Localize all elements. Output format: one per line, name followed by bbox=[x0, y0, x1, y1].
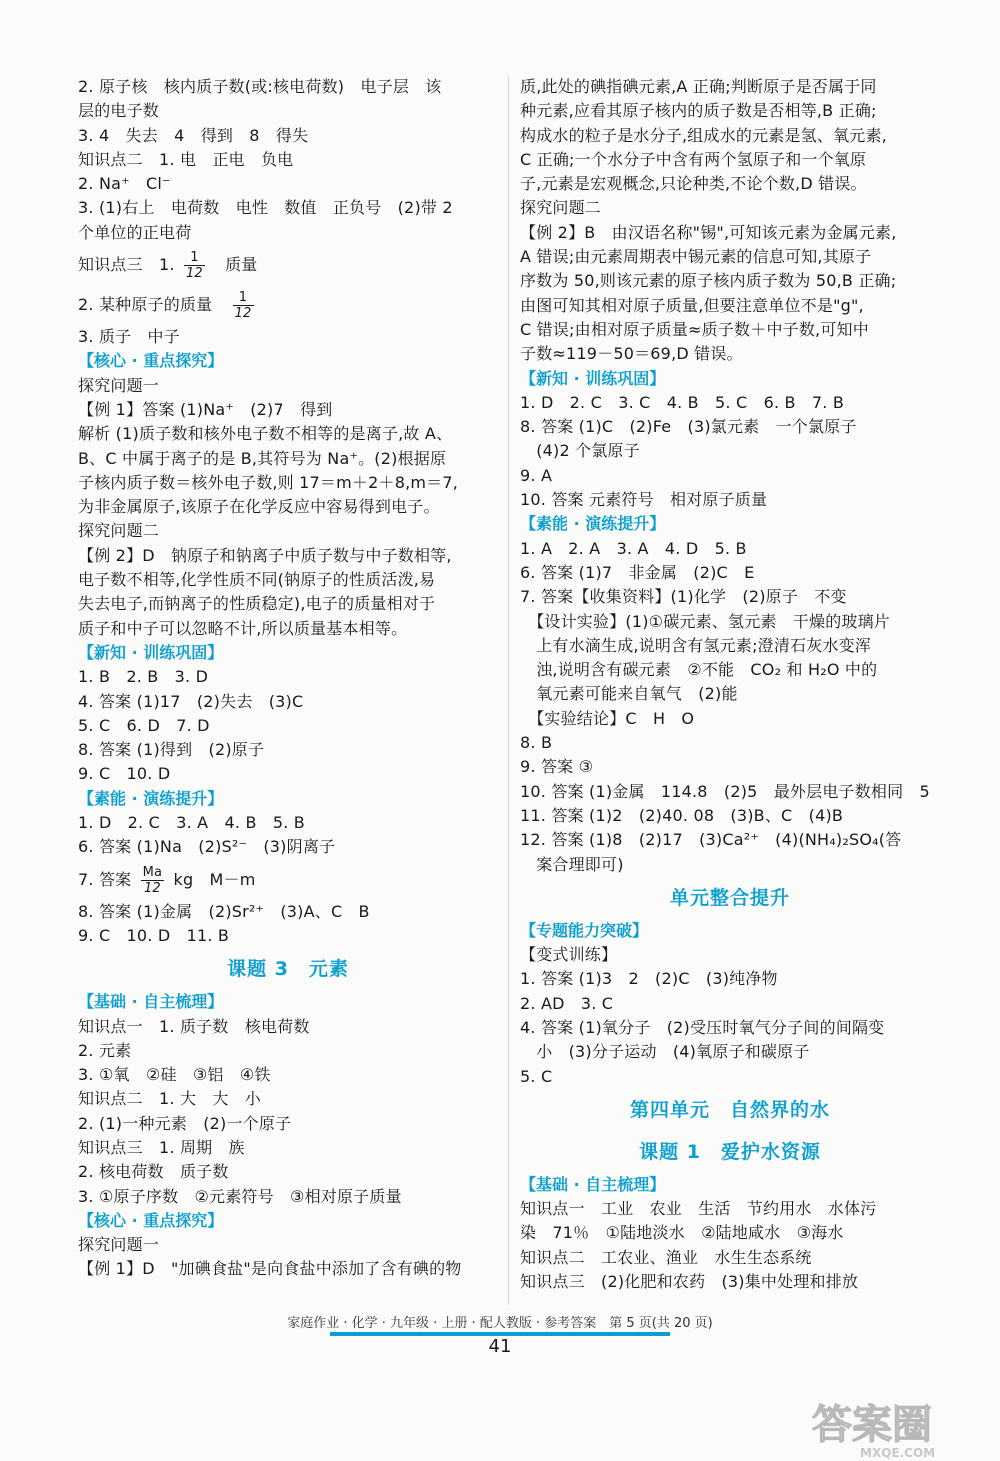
answer-line: 9. 答案 ③ bbox=[520, 757, 594, 777]
section-title: 单元整合提升 bbox=[669, 886, 790, 909]
section-heading: 【核心 · 重点探究】 bbox=[78, 351, 224, 371]
answer-line: 【设计实验】(1)①碳元素、氢元素 干燥的玻璃片 bbox=[520, 611, 891, 631]
section-heading: 【新知 · 训练巩固】 bbox=[520, 368, 666, 388]
answer-line-fraction bbox=[78, 285, 498, 325]
answer-line: 【例 1】答案 (1)Na⁺ (2)7 得到 bbox=[78, 399, 333, 419]
answer-line: 12. 答案 (1)8 (2)17 (3)Ca²⁺ (4)(NH₄)₂SO₄(答 bbox=[520, 830, 902, 850]
answer-line: 探究问题二 bbox=[520, 198, 602, 218]
answer-line: 种元素,应看其原子核内的质子数是否相等,B 正确; bbox=[520, 101, 877, 121]
answer-line: 9. A bbox=[520, 465, 553, 485]
answer-line: 上有水滴生成,说明含有氢元素;澄清石灰水变浑 bbox=[520, 635, 872, 655]
answer-line: 1. D 2. C 3. A 4. B 5. B bbox=[78, 813, 305, 833]
answer-line: 子数≈119－50＝69,D 错误。 bbox=[520, 344, 743, 364]
answer-line: 3. 质子 中子 bbox=[78, 327, 180, 347]
answer-line: 9. C 10. D bbox=[78, 764, 171, 784]
fraction-suffix: 质量 bbox=[208, 255, 258, 275]
page-number: 41 bbox=[488, 1336, 512, 1357]
answer-line: 电子数不相等,化学性质不同(钠原子的性质活泼,易 bbox=[78, 570, 436, 590]
answer-line: 【例 2】D 钠原子和钠离子中质子数与中子数相等, bbox=[78, 545, 452, 565]
section-heading: 【新知 · 训练巩固】 bbox=[78, 642, 224, 662]
answer-line: 【例 1】D "加碘食盐"是向食盐中添加了含有碘的物 bbox=[78, 1259, 462, 1279]
answer-line: 2. AD 3. C bbox=[520, 993, 614, 1013]
answer-line: C 错误;由相对原子质量≈质子数＋中子数,可知中 bbox=[520, 319, 869, 339]
answer-line: 探究问题一 bbox=[78, 1235, 160, 1255]
answer-line: 子,元素是宏观概念,只论种类,不论个数,D 错误。 bbox=[520, 174, 867, 194]
answer-line: 由图可知其相对原子质量,但要注意单位不是"g", bbox=[520, 295, 864, 315]
answer-line: 氧元素可能来自氧气 (2)能 bbox=[520, 684, 738, 704]
fraction-suffix: kg M－m bbox=[168, 869, 256, 889]
answer-line: 2. 核电荷数 质子数 bbox=[78, 1162, 229, 1182]
fraction-numerator: 1 bbox=[233, 290, 254, 306]
answer-line: 1. A 2. A 3. A 4. D 5. B bbox=[520, 538, 747, 558]
fraction bbox=[141, 865, 165, 896]
answer-line: 5. C 6. D 7. D bbox=[78, 715, 210, 735]
section-heading: 【核心 · 重点探究】 bbox=[78, 1210, 224, 1230]
page-footer: 家庭作业 · 化学 · 九年级 · 上册 · 配人教版 · 参考答案 第 5 页(共 20 页) bbox=[287, 1316, 713, 1331]
answer-line: 浊,说明含有碳元素 ②不能 CO₂ 和 H₂O 中的 bbox=[520, 660, 878, 680]
answer-line: 个单位的正电荷 bbox=[78, 222, 192, 242]
section-heading: 【基础 · 自主梳理】 bbox=[78, 992, 224, 1012]
fraction-denominator: 12 bbox=[185, 266, 203, 282]
answer-line: 8. 答案 (1)得到 (2)原子 bbox=[78, 740, 265, 760]
section-title: 课题 3 元素 bbox=[227, 958, 349, 981]
answer-line: 1. B 2. B 3. D bbox=[78, 667, 209, 687]
answer-line: 11. 答案 (1)2 (2)40. 08 (3)B、C (4)B bbox=[520, 805, 844, 825]
answer-line: 1. 答案 (1)3 2 (2)C (3)纯净物 bbox=[520, 969, 778, 989]
fraction-denominator: 12 bbox=[143, 880, 161, 896]
answer-line: 子核内质子数＝核外电子数,则 17＝m＋2＋8,m＝7, bbox=[78, 472, 459, 492]
answer-line: 失去电子,而钠离子的性质稳定),电子的质量相对于 bbox=[78, 594, 436, 614]
answer-line: 知识点一 1. 质子数 核电荷数 bbox=[78, 1016, 310, 1036]
watermark-logo-text: 答案圈 bbox=[812, 1402, 932, 1448]
answer-line: 2. 元素 bbox=[78, 1040, 132, 1060]
answer-line: 知识点二 1. 电 正电 负电 bbox=[78, 149, 294, 169]
answer-line: 知识点三 (2)化肥和农药 (3)集中处理和排放 bbox=[520, 1272, 859, 1292]
answer-line: 探究问题二 bbox=[78, 521, 160, 541]
answer-line: 知识点一 工业 农业 生活 节约用水 水体污 bbox=[520, 1199, 877, 1219]
right-column bbox=[520, 75, 940, 1294]
section-heading: 【专题能力突破】 bbox=[520, 920, 649, 940]
answer-line: 探究问题一 bbox=[78, 375, 160, 395]
fraction bbox=[233, 290, 254, 321]
fraction-prefix: 7. 答案 bbox=[78, 869, 137, 889]
answer-line: B、C 中属于离子的是 B,其符号为 Na⁺。(2)根据原 bbox=[78, 448, 447, 468]
answer-line: 3. (1)右上 电荷数 电性 数值 正负号 (2)带 2 bbox=[78, 198, 453, 218]
answer-line: 知识点三 1. 周期 族 bbox=[78, 1137, 245, 1157]
column-divider bbox=[508, 75, 509, 1305]
answer-line: 层的电子数 bbox=[78, 101, 160, 121]
left-column bbox=[78, 75, 498, 1282]
answer-line: 8. 答案 (1)C (2)Fe (3)氯元素 一个氯原子 bbox=[520, 417, 857, 437]
answer-line: 3. ①氧 ②硅 ③铝 ④铁 bbox=[78, 1065, 271, 1085]
answer-line: 3. 4 失去 4 得到 8 得失 bbox=[78, 125, 309, 145]
section-heading: 【素能 · 演练提升】 bbox=[520, 514, 666, 534]
section-heading: 【素能 · 演练提升】 bbox=[78, 788, 224, 808]
answer-line: 构成水的粒子是水分子,组成水的元素是氢、氧元素, bbox=[520, 125, 887, 145]
answer-line: 1. D 2. C 3. C 4. B 5. C 6. B 7. B bbox=[520, 392, 845, 412]
answer-line: 案合理即可) bbox=[520, 854, 624, 874]
answer-line-fraction bbox=[78, 245, 498, 285]
answer-line: 质子和中子可以忽略不计,所以质量基本相等。 bbox=[78, 618, 408, 638]
section-title: 课题 1 爱护水资源 bbox=[639, 1140, 821, 1163]
answer-line: 9. C 10. D 11. B bbox=[78, 925, 230, 945]
fraction-denominator: 12 bbox=[234, 306, 252, 322]
fraction-numerator: 1 bbox=[184, 250, 205, 266]
answer-line: 知识点二 1. 大 大 小 bbox=[78, 1089, 261, 1109]
answer-line: 8. B bbox=[520, 733, 553, 753]
answer-line: 【实验结论】C H O bbox=[520, 708, 695, 728]
fraction-prefix: 知识点三 1. bbox=[78, 255, 180, 275]
answer-line-fraction bbox=[78, 860, 498, 900]
answer-line: 2. (1)一种元素 (2)一个原子 bbox=[78, 1113, 292, 1133]
answer-line: 解析 (1)质子数和核外电子数不相等的是离子,故 A、 bbox=[78, 424, 453, 444]
answer-line: 7. 答案【收集资料】(1)化学 (2)原子 不变 bbox=[520, 587, 847, 607]
fraction bbox=[184, 250, 205, 281]
answer-line: 为非金属原子,该原子在化学反应中容易得到电子。 bbox=[78, 497, 440, 517]
answer-line: 2. Na⁺ Cl⁻ bbox=[78, 174, 171, 194]
answer-line: 8. 答案 (1)金属 (2)Sr²⁺ (3)A、C B bbox=[78, 901, 370, 921]
answer-line: 小 (3)分子运动 (4)氧原子和碳原子 bbox=[520, 1042, 810, 1062]
answer-line: 【变式训练】 bbox=[520, 945, 618, 965]
fraction-numerator: Ma bbox=[142, 864, 163, 880]
section-title: 第四单元 自然界的水 bbox=[629, 1098, 830, 1121]
answer-line: 序数为 50,则该元素的原子核内质子数为 50,B 正确; bbox=[520, 271, 897, 291]
answer-line: 染 71％ ①陆地淡水 ②陆地咸水 ③海水 bbox=[520, 1223, 844, 1243]
answer-line: 【例 2】B 由汉语名称"锡",可知该元素为金属元素, bbox=[520, 222, 897, 242]
answer-line: 质,此处的碘指碘元素,A 正确;判断原子是否属于同 bbox=[520, 77, 877, 96]
answer-line: A 错误;由元素周期表中锡元素的信息可知,其原子 bbox=[520, 247, 872, 267]
answer-line: 3. ①原子序数 ②元素符号 ③相对原子质量 bbox=[78, 1186, 402, 1206]
answer-line: 4. 答案 (1)氧分子 (2)受压时氧气分子间的间隔变 bbox=[520, 1017, 885, 1037]
answer-line: 知识点二 工农业、渔业 水生生态系统 bbox=[520, 1247, 812, 1267]
watermark-logo bbox=[808, 1394, 988, 1452]
fraction-prefix: 2. 某种原子的质量 bbox=[78, 295, 229, 315]
answer-line: 2. 原子核 核内质子数(或:核电荷数) 电子层 该 bbox=[78, 77, 442, 96]
answer-line: (4)2 个氯原子 bbox=[520, 441, 640, 461]
answer-line: 10. 答案 元素符号 相对原子质量 bbox=[520, 490, 768, 510]
answer-line: 4. 答案 (1)17 (2)失去 (3)C bbox=[78, 691, 304, 711]
section-heading: 【基础 · 自主梳理】 bbox=[520, 1174, 666, 1194]
answer-line: 6. 答案 (1)7 非金属 (2)C E bbox=[520, 562, 755, 582]
answer-line: 5. C bbox=[520, 1066, 553, 1086]
answer-line: 6. 答案 (1)Na (2)S²⁻ (3)阴离子 bbox=[78, 837, 336, 857]
answer-line: 10. 答案 (1)金属 114.8 (2)5 最外层电子数相同 5 bbox=[520, 781, 930, 801]
watermark-site: MXQE.COM bbox=[860, 1446, 936, 1460]
answer-line: C 正确;一个水分子中含有两个氢原子和一个氧原 bbox=[520, 149, 867, 169]
